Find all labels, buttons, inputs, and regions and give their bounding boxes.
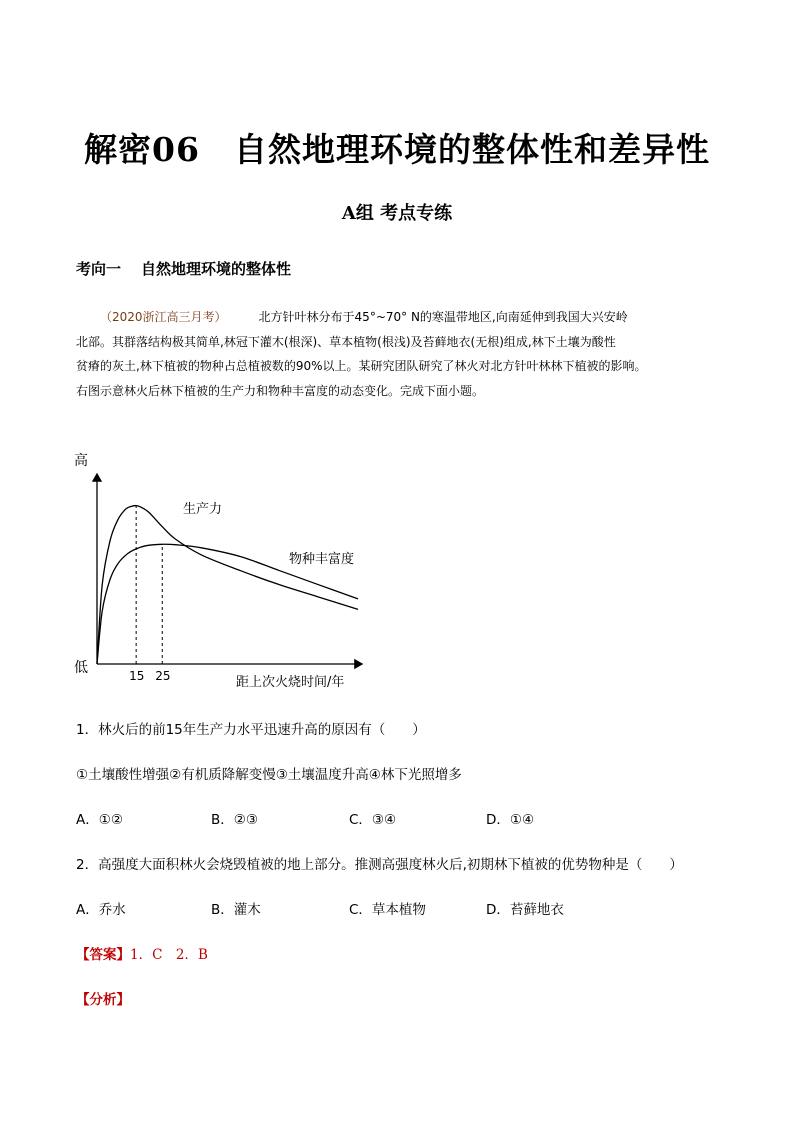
q2-option-b[interactable]: B．灌木 <box>211 902 261 918</box>
passage-line-3: 贫瘠的灰土,林下植被的物种占总植被数的90%以上。某研究团队研究了林火对北方针叶林林下植被的影响。 <box>76 359 647 373</box>
chart <box>66 446 376 690</box>
question-1-statements: ①土壤酸性增强②有机质降解变慢③土壤温度升高④林下光照增多 <box>76 767 462 783</box>
answer-label: 【答案】 <box>76 947 130 963</box>
passage-line-1: 北方针叶林分布于45°~70° N的寒温带地区,向南延伸到我国大兴安岭 <box>258 310 628 324</box>
x-tick-label-15: 15 <box>129 669 145 683</box>
x-tick-label-25: 25 <box>155 669 171 683</box>
series-label-richness: 物种丰富度 <box>289 552 355 567</box>
series-label-productivity: 生产力 <box>183 502 223 517</box>
section-label: 考向一 <box>76 260 122 278</box>
analysis-label: 【分析】 <box>76 992 130 1008</box>
section-title: 自然地理环境的整体性 <box>141 260 292 278</box>
answer-value: 1．C 2．B <box>130 947 208 963</box>
x-axis-label: 距上次火烧时间/年 <box>236 675 345 690</box>
q1-option-a[interactable]: A．①② <box>76 812 123 828</box>
q1-option-b[interactable]: B．②③ <box>211 812 258 828</box>
q1-option-c[interactable]: C．③④ <box>349 812 397 828</box>
question-2-stem: 2．高强度大面积林火会烧毁植被的地上部分。推测高强度林火后,初期林下植被的优势物种是（ ） <box>76 857 683 873</box>
reading-passage <box>76 305 724 403</box>
q2-option-c[interactable]: C．草本植物 <box>349 902 426 918</box>
answer-block <box>76 943 208 963</box>
passage-line-2: 北部。其群落结构极其简单,林冠下灌木(根深)、草本植物(根浅)及苔藓地衣(无根)组成,林下土壤为酸性 <box>76 334 616 349</box>
q2-option-a[interactable]: A．乔水 <box>76 902 126 918</box>
source-tag: （2020浙江高三月考） <box>100 310 227 324</box>
q1-option-d[interactable]: D．①④ <box>486 812 535 828</box>
page-title: 解密06 自然地理环境的整体性和差异性 <box>84 130 710 169</box>
passage-line-4: 右图示意林火后林下植被的生产力和物种丰富度的动态变化。完成下面小题。 <box>76 383 485 398</box>
question-1-stem: 1．林火后的前15年生产力水平迅速升高的原因有（ ） <box>76 722 426 738</box>
group-heading: A组 考点专练 <box>341 203 453 224</box>
passage-line <box>76 305 724 330</box>
section-heading <box>76 258 291 279</box>
y-axis-high-label: 高 <box>74 453 88 469</box>
q2-option-d[interactable]: D．苔藓地衣 <box>486 902 564 918</box>
y-axis-low-label: 低 <box>74 660 88 676</box>
